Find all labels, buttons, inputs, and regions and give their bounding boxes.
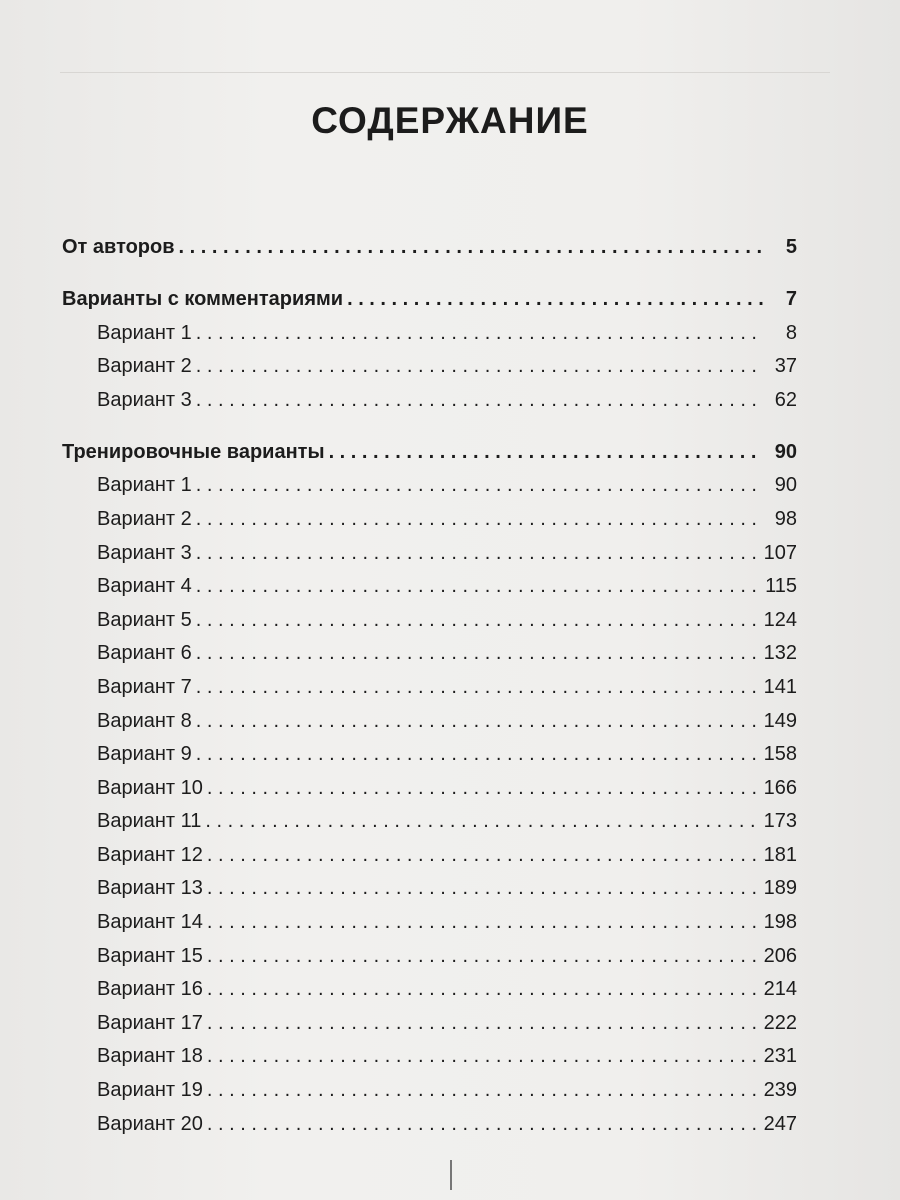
toc-entry-title: Вариант 7 bbox=[97, 675, 192, 698]
toc-entry-title: Вариант 18 bbox=[97, 1045, 203, 1068]
toc-entry-title: Вариант 1 bbox=[97, 474, 192, 497]
toc-page-number: 90 bbox=[774, 440, 797, 463]
dot-leader bbox=[207, 1045, 760, 1068]
toc-page-number: 247 bbox=[763, 1112, 797, 1135]
toc-item[interactable] bbox=[62, 710, 797, 744]
toc-item[interactable] bbox=[62, 810, 797, 844]
dot-leader bbox=[207, 978, 760, 1001]
toc-item[interactable] bbox=[62, 322, 797, 356]
toc-item[interactable] bbox=[62, 575, 797, 609]
toc-entry-title: Вариант 15 bbox=[97, 944, 203, 967]
dot-leader bbox=[196, 575, 761, 598]
toc-entry-title: Вариант 16 bbox=[97, 978, 203, 1001]
toc-entry-title: Вариант 2 bbox=[97, 355, 192, 378]
page-title: СОДЕРЖАНИЕ bbox=[311, 100, 589, 141]
toc-page-number: 239 bbox=[763, 1079, 797, 1102]
dot-leader bbox=[347, 288, 763, 311]
section-gap bbox=[62, 422, 797, 440]
dot-leader bbox=[207, 945, 760, 968]
toc-entry-title: Вариант 9 bbox=[97, 743, 192, 766]
toc-entry-title: Вариант 20 bbox=[97, 1112, 203, 1135]
toc-page-number: 107 bbox=[763, 541, 797, 564]
toc-entry-title: Тренировочные варианты bbox=[62, 440, 325, 463]
toc-page-number: 115 bbox=[765, 575, 797, 598]
toc-entry-title: Варианты с комментариями bbox=[62, 287, 344, 310]
toc-item[interactable] bbox=[62, 743, 797, 777]
toc-item[interactable] bbox=[62, 676, 797, 710]
toc-entry-title: Вариант 8 bbox=[97, 709, 192, 732]
toc-page-number: 198 bbox=[763, 911, 797, 934]
toc-entry-title: Вариант 4 bbox=[97, 575, 192, 598]
section-gap bbox=[62, 270, 797, 288]
toc-item[interactable] bbox=[62, 542, 797, 576]
toc-page-number: 149 bbox=[763, 709, 797, 732]
toc-page-number: 141 bbox=[763, 675, 797, 698]
toc-page-number: 231 bbox=[763, 1045, 797, 1068]
dot-leader bbox=[207, 1012, 760, 1035]
toc-page-number: 222 bbox=[763, 1011, 797, 1034]
toc-item[interactable] bbox=[62, 1012, 797, 1046]
toc-item[interactable] bbox=[62, 978, 797, 1012]
toc-entry-title: От авторов bbox=[62, 236, 175, 258]
dot-leader bbox=[196, 743, 760, 766]
dot-leader bbox=[205, 810, 759, 833]
toc-item[interactable] bbox=[62, 877, 797, 911]
dot-leader bbox=[196, 609, 760, 632]
dot-leader bbox=[196, 355, 763, 378]
toc-page-number: 62 bbox=[774, 388, 797, 411]
dot-leader bbox=[196, 642, 760, 665]
toc-page-number: 158 bbox=[763, 743, 797, 766]
toc-item[interactable] bbox=[62, 844, 797, 878]
toc-item[interactable] bbox=[62, 1079, 797, 1113]
toc-entry-title: Вариант 3 bbox=[97, 541, 192, 564]
toc-page-number: 166 bbox=[763, 776, 797, 799]
dot-leader bbox=[196, 710, 760, 733]
toc-page-number: 132 bbox=[763, 642, 797, 665]
toc-section[interactable] bbox=[62, 288, 797, 322]
toc-page-number: 8 bbox=[785, 321, 797, 344]
dot-leader bbox=[207, 1113, 760, 1136]
toc-entry-title: Вариант 17 bbox=[97, 1011, 203, 1034]
toc-item[interactable] bbox=[62, 642, 797, 676]
dot-leader bbox=[196, 474, 763, 497]
toc-entry-title: Вариант 1 bbox=[97, 321, 192, 344]
toc-item[interactable] bbox=[62, 911, 797, 945]
toc-entry-title: Вариант 11 bbox=[97, 810, 202, 833]
toc-item[interactable] bbox=[62, 609, 797, 643]
toc-page-number: 181 bbox=[763, 843, 797, 866]
dot-leader bbox=[207, 877, 760, 900]
dot-leader bbox=[196, 676, 760, 699]
toc-item[interactable] bbox=[62, 508, 797, 542]
dot-leader bbox=[207, 844, 760, 867]
toc-item[interactable] bbox=[62, 777, 797, 811]
toc-entry-title: Вариант 12 bbox=[97, 843, 203, 866]
dot-leader bbox=[196, 542, 760, 565]
dot-leader bbox=[179, 236, 763, 259]
toc-entry-title: Вариант 6 bbox=[97, 642, 192, 665]
toc-item[interactable] bbox=[62, 1113, 797, 1147]
toc-entry-title: Вариант 19 bbox=[97, 1079, 203, 1102]
toc-page-number: 173 bbox=[763, 810, 797, 833]
toc-page-number: 5 bbox=[785, 236, 797, 258]
toc-page-number: 206 bbox=[763, 944, 797, 967]
toc-page-number: 124 bbox=[763, 608, 797, 631]
toc-item[interactable] bbox=[62, 474, 797, 508]
toc-entry-title: Вариант 3 bbox=[97, 388, 192, 411]
dot-leader bbox=[207, 1079, 760, 1102]
table-of-contents bbox=[62, 236, 797, 1146]
toc-item[interactable] bbox=[62, 389, 797, 423]
toc-entry-title: Вариант 10 bbox=[97, 776, 203, 799]
toc-page-number: 189 bbox=[763, 877, 797, 900]
dot-leader bbox=[196, 389, 763, 412]
toc-item[interactable] bbox=[62, 355, 797, 389]
toc-entry-title: Вариант 14 bbox=[97, 911, 203, 934]
toc-page-number: 37 bbox=[774, 355, 797, 378]
toc-page-number: 90 bbox=[774, 474, 797, 497]
toc-entry-title: Вариант 2 bbox=[97, 507, 192, 530]
page-fold-mark bbox=[450, 1160, 452, 1190]
dot-leader bbox=[329, 441, 763, 464]
toc-page-number: 214 bbox=[763, 978, 797, 1001]
toc-page-number: 98 bbox=[774, 507, 797, 530]
toc-page-number: 7 bbox=[785, 287, 797, 310]
dot-leader bbox=[207, 911, 760, 934]
toc-item[interactable] bbox=[62, 1045, 797, 1079]
toc-entry-title: Вариант 5 bbox=[97, 608, 192, 631]
toc-entry-title: Вариант 13 bbox=[97, 877, 203, 900]
header-rule bbox=[60, 72, 830, 73]
dot-leader bbox=[207, 777, 760, 800]
toc-item[interactable] bbox=[62, 945, 797, 979]
toc-section[interactable] bbox=[62, 441, 797, 475]
dot-leader bbox=[196, 322, 763, 345]
toc-section[interactable] bbox=[62, 236, 797, 270]
dot-leader bbox=[196, 508, 763, 531]
